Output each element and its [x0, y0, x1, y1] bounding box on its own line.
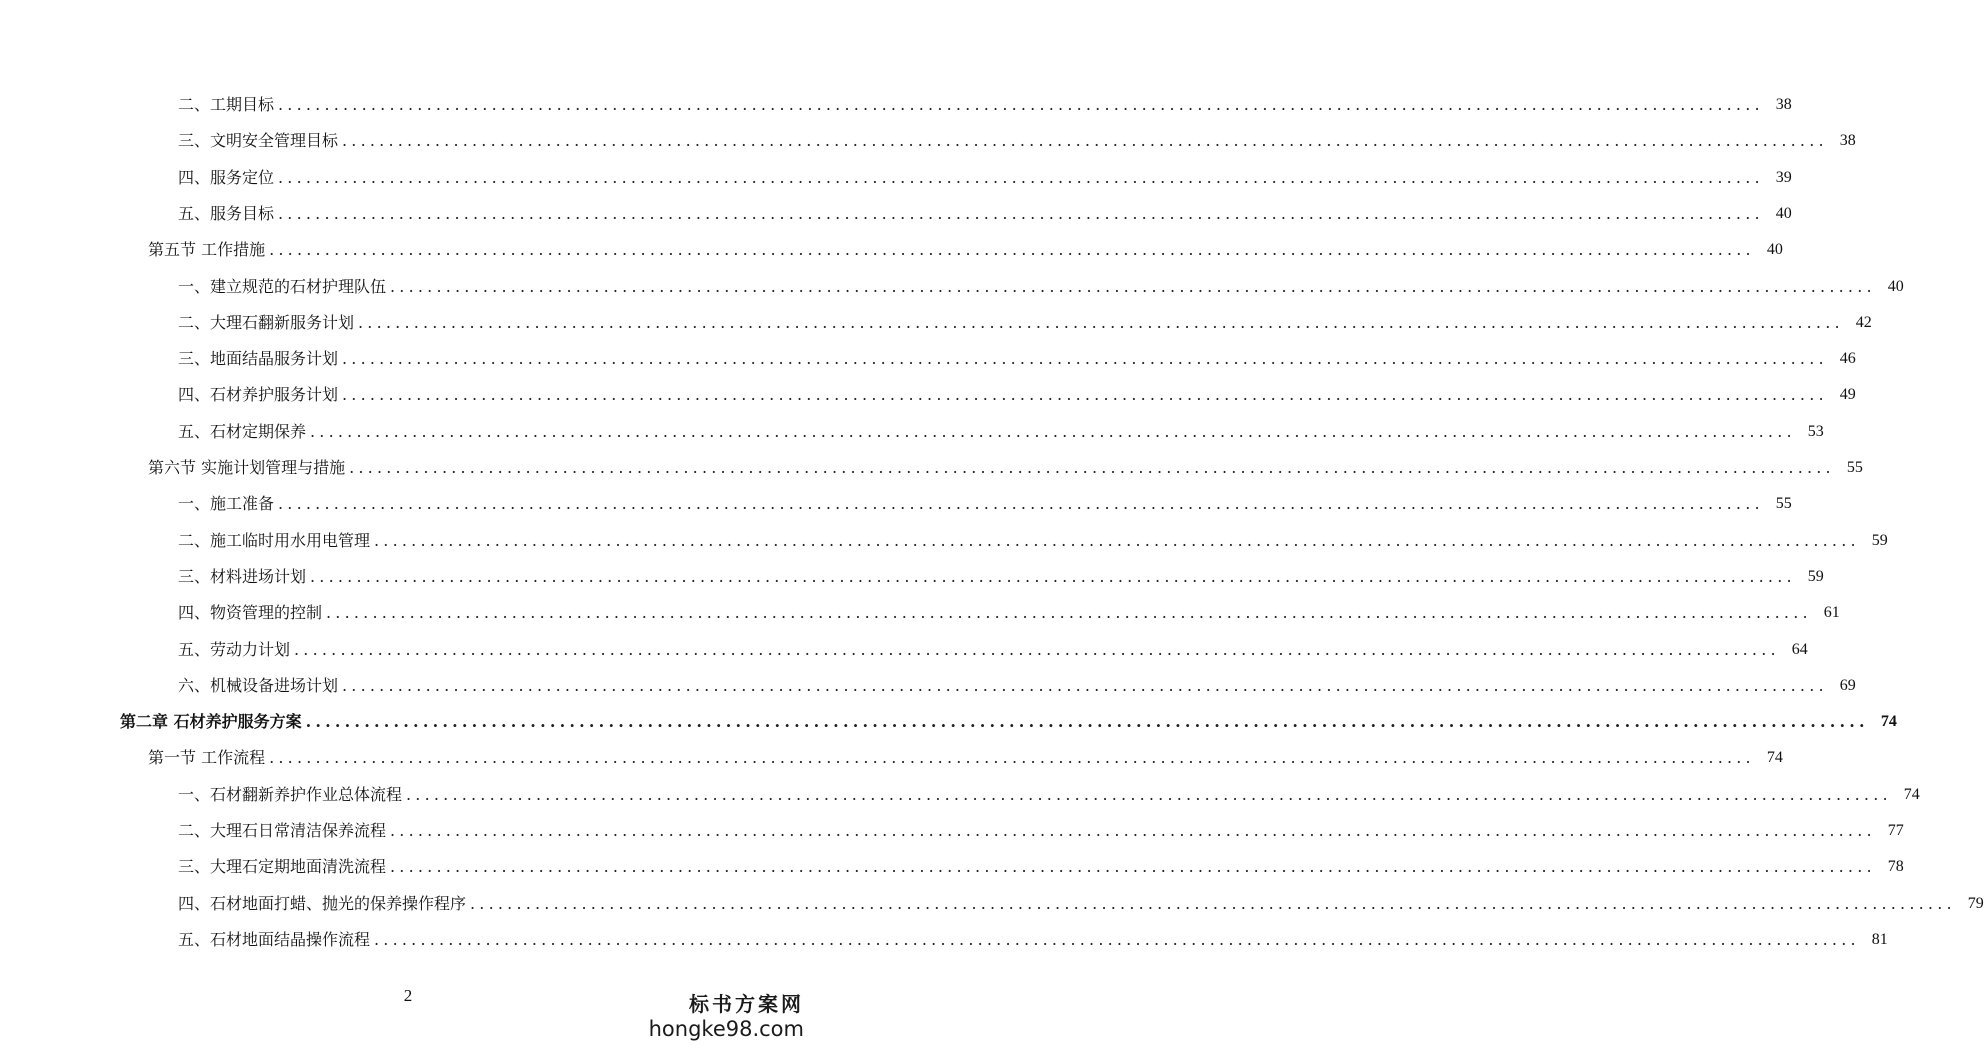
toc-entry-label: 第二章 石材养护服务方案 [120, 712, 302, 732]
toc-leader-dots [470, 889, 1956, 919]
toc-entry-label: 四、石材养护服务计划 [178, 385, 339, 405]
toc-leader-dots [390, 816, 1876, 846]
toc-leader-dots [390, 852, 1876, 882]
toc-entry-label: 五、石材地面结晶操作流程 [178, 929, 371, 949]
toc-entry-page: 77 [1887, 822, 1904, 839]
toc-entry-label: 一、建立规范的石材护理队伍 [178, 276, 387, 296]
toc-leader-dots [374, 526, 1860, 556]
toc-entry-label: 第一节 工作流程 [148, 748, 266, 768]
toc-entry-page: 40 [1766, 241, 1783, 259]
toc-leader-dots [374, 925, 1860, 955]
toc-leader-dots [269, 743, 1755, 773]
toc-entry-page: 55 [1846, 459, 1863, 476]
toc-entry-page: 42 [1855, 313, 1872, 331]
toc-entry [0, 925, 1888, 955]
toc-entry-page: 74 [1766, 749, 1783, 767]
toc-leader-dots [358, 308, 1844, 338]
toc-leader-dots [278, 163, 1764, 193]
toc-entry-page: 79 [1967, 894, 1984, 912]
toc-entry [0, 308, 1872, 338]
watermark-title: 标书方案网 [689, 992, 804, 1016]
toc-entry [0, 635, 1808, 665]
toc-entry [0, 90, 1792, 120]
toc-leader-dots [342, 380, 1828, 410]
toc-entry-label: 五、石材定期保养 [178, 421, 307, 441]
toc-entry-page: 59 [1871, 531, 1888, 549]
toc-entry-label: 二、工期目标 [178, 95, 275, 114]
toc-entry-page: 39 [1775, 168, 1792, 186]
toc-entry [0, 417, 1824, 447]
toc-entry-label: 三、地面结晶服务计划 [178, 349, 339, 369]
toc-entry-label: 二、大理石翻新服务计划 [178, 312, 355, 332]
toc-entry [0, 453, 1863, 483]
toc-entry-label: 四、石材地面打蜡、抛光的保养操作程序 [178, 893, 467, 913]
toc-entry [0, 272, 1904, 302]
toc-entry-label: 三、文明安全管理目标 [178, 131, 339, 151]
toc-entry [0, 707, 1897, 737]
toc-entry-page: 55 [1775, 495, 1792, 513]
toc-entry [0, 598, 1840, 628]
toc-entry-page: 81 [1871, 930, 1888, 948]
toc-leader-dots [342, 344, 1828, 374]
toc-entry-label: 二、施工临时用水用电管理 [178, 530, 371, 550]
toc-entry-page: 49 [1839, 386, 1856, 404]
toc-entry-label: 五、劳动力计划 [178, 639, 291, 659]
toc-entry-page: 64 [1791, 640, 1808, 658]
toc-entry-label: 三、大理石定期地面清洗流程 [178, 857, 387, 877]
toc-entry [0, 780, 1920, 810]
toc-leader-dots [390, 272, 1876, 302]
toc-leader-dots [278, 489, 1764, 519]
toc-leader-dots [278, 90, 1764, 120]
toc-entry-label: 四、物资管理的控制 [178, 603, 323, 623]
toc-leader-dots [269, 235, 1755, 265]
toc-entry [0, 743, 1783, 773]
toc-entry [0, 889, 1984, 919]
toc-entry [0, 344, 1856, 374]
toc-entry-label: 五、服务目标 [178, 203, 275, 223]
toc-leader-dots [310, 562, 1796, 592]
toc-entry [0, 852, 1904, 882]
toc-entry-page: 40 [1775, 204, 1792, 222]
toc-entry [0, 526, 1888, 556]
toc-entry-label: 六、机械设备进场计划 [178, 675, 339, 695]
toc-entry-page: 74 [1880, 713, 1897, 731]
toc-entry [0, 816, 1904, 846]
toc-entry-page: 38 [1775, 96, 1792, 113]
toc-leader-dots [326, 598, 1812, 628]
toc-entry-label: 第五节 工作措施 [148, 240, 266, 260]
watermark-url: hongke98.com [648, 1017, 804, 1041]
toc-entry-label: 二、大理石日常清洁保养流程 [178, 821, 387, 840]
toc-entry-page: 74 [1903, 785, 1920, 803]
toc-entry-label: 四、服务定位 [178, 167, 275, 187]
toc-entry-label: 三、材料进场计划 [178, 566, 307, 586]
toc-entry [0, 489, 1792, 519]
toc-entry-page: 61 [1823, 604, 1840, 622]
toc-entry-page: 78 [1887, 858, 1904, 876]
toc-leader-dots [278, 199, 1764, 229]
toc-entry [0, 126, 1856, 156]
toc-entry-page: 53 [1807, 422, 1824, 440]
toc-entry [0, 235, 1783, 265]
toc-entry-page: 46 [1839, 350, 1856, 368]
page-number: 2 [403, 986, 413, 1005]
toc-entry-label: 第六节 实施计划管理与措施 [148, 458, 346, 477]
toc-entry [0, 671, 1856, 701]
toc-entry-page: 59 [1807, 567, 1824, 585]
toc-leader-dots [306, 707, 1869, 737]
toc-leader-dots [342, 126, 1828, 156]
toc-leader-dots [294, 635, 1780, 665]
toc-entry [0, 199, 1792, 229]
toc-leader-dots [349, 453, 1835, 483]
toc-entry-page: 69 [1839, 676, 1856, 694]
toc-entry-page: 40 [1887, 277, 1904, 295]
toc-leader-dots [310, 417, 1796, 447]
toc-entry [0, 380, 1856, 410]
watermark [644, 992, 804, 1042]
toc-entry [0, 562, 1824, 592]
toc-leader-dots [406, 780, 1892, 810]
toc-entry-label: 一、石材翻新养护作业总体流程 [178, 784, 403, 804]
toc-leader-dots [342, 671, 1828, 701]
toc-entry [0, 163, 1792, 193]
toc-entry-label: 一、施工准备 [178, 494, 275, 514]
toc-entry-page: 38 [1839, 132, 1856, 150]
